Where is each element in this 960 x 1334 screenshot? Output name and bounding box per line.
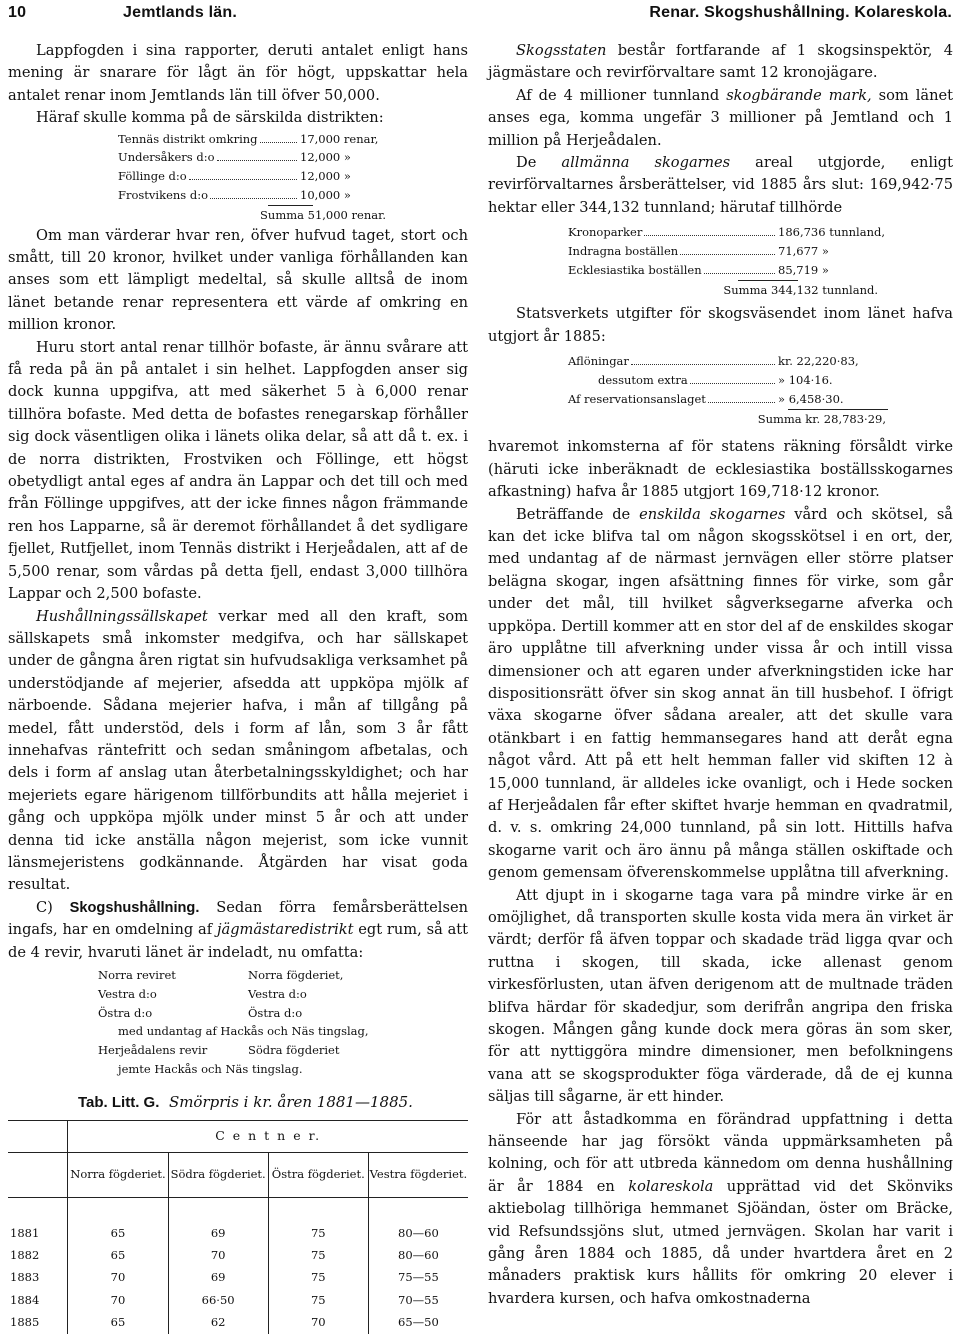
- utgifter-row: Aflöningar kr. 22,220·83,: [568, 354, 859, 369]
- utgifter-table: [568, 352, 888, 428]
- utgifter-sum: Summa kr. 28,783·29,: [757, 411, 886, 426]
- paragraph: hvaremot inkomsterna af för statens räkning försåldt virke (häruti icke inberäknadt de ecklesiastika boställsskogarnes afkastning) hafva år 1885 utgjort 169,718·12 kronor.: [488, 438, 953, 501]
- section-paragraph: C) Skogshushållning. Sedan förra femårsberättelsen ingafs, har en omdelning af jägmästaredistrikt egt rum, så att de 4 revir, hvaruti länet är indeladt, nu omfatta:: [8, 898, 469, 961]
- paragraph: De allmänna skogarnes areal utgjorde, enligt revirförvaltarnes årsberättelser, vid 1885 års slut: 169,942·75 hektar eller 344,132 tunnland; härutaf tillhörde: [488, 154, 953, 216]
- kronoparker-row: Kronoparker 186,736 tunnland,: [568, 225, 886, 240]
- paragraph: Beträffande de enskilda skogarnes vård och skötsel, så kan det icke blifva tal om någon skogsskötsel i en ort, der, med undantag af de närmast jernvägen eller större platser belägna skogar, ingen afsättning finnes för virke, som går under det mål, till hvilket sågverksegarne afverka och uppköpa. Dertill kommer att en stor del af de enskildes skogar äro upplåtne till afverkning under vissa år och intill vissa dimensioner och att egaren under afverkningstiden icke har dispositionsrätt öfver sin skog annat än till husbehof. I öfrigt växa skogarne öfver sådana arealer, att det skulle vara otänkbart i en fattig hemmansegares hand att deråt egna något vård. Att på ett helt hemman faller vid skiften 12 à 15,000 tunnland, är alldeles icke ovanligt, och i Hede socken af Herjeådalen får efter skiftet hvarje hemman en qvadratmil, d. v. s. omkring 24,000 tunnland, på sin lott. Hittills hafva skogarne varit och äro ännu på många ställen oskiftade och genom gemensam öfverenskommelse upplåtna till afverkning.: [488, 505, 954, 882]
- renar-row: Föllinge d:o 12,000 »: [118, 169, 351, 184]
- kronoparker-sum: Summa 344,132 tunnland.: [723, 282, 878, 297]
- page-number: 10: [8, 4, 27, 21]
- table-col-header: Norra fögderiet.: [68, 1152, 168, 1197]
- table-row: 1882 65 70 75 80—60: [8, 1244, 468, 1266]
- paragraph: Huru stort antal renar tillhör bofaste, är ännu svårare att få reda på än på antalet i sin helhet. Lappfogden anser sig dock kunna uppgifva, att med säkerhet 5 à 6,000 renar tillhöra bofaste. Med detta de bofastes renegarskap förhåller sig dock väsentligen olika i länets olika delar, så att då t. ex. i de norra distrikten, Frostviken och Föllinge, ett högst obetydligt antal eges af andra än Lappar och det till och med från Föllinge uppgifves, att der icke finnes någon främmande ren hos Lapparne, så är deremot förhållandet å det sydligare fjellet, Rutfjellet, inom Tennäs distrikt i Herjeådalen, att af de 5,500 renar, som vårdas på detta fjell, endast 3,000 tillhöra Lappar och 2,500 bofaste.: [8, 338, 468, 603]
- table-row: 1881 65 69 75 80—60: [8, 1222, 468, 1244]
- running-head-left: Jemtlands län.: [123, 4, 237, 21]
- utgifter-row: Af reservationsanslaget » 6,458·30.: [568, 391, 844, 406]
- table-unit-header: C e n t n e r.: [68, 1121, 468, 1152]
- paragraph: Hushållningssällskapet verkar med all den kraft, som sällskapets små inkomster medgifva, och har sällskapet under de gångna åren rigtat sin hufvudsakliga verksamhet på understödjande af mejerier, afsedda att uppköpa mjölk af närboende. Sådana mejerier hafva, i mån af tillgång på medel, fått understöd, dels i form af lån, som 3 år fått innehafvas räntefritt och sedan småningom afbetalas, och dels i form af anslag utan återbetalningsskyldighet; och har mejeriets egare härigenom tillförbundits att hålla mejeriet i gång och uppköpa mjölk under minst 5 år och att under denna tid icke anställa någon mejerist, som icke vunnit länsmejeristens godkännande. Åtgärden har visat goda resultat.: [8, 607, 468, 894]
- paragraph: Af de 4 millioner tunnland skogbärande mark, som länet anses ega, komma ungefär 3 millioner på Jemtland och 1 million på Herjeådalen.: [488, 86, 953, 149]
- table-row: 1885 65 62 70 65—50: [8, 1311, 468, 1333]
- revir-list: Norra reviret Norra fögderiet, Vestra d:o Vestra d:o Östra d:o Östra d:o med undantag af Hackås och Näs tingslag, Herjeådalens revir Södra fögderiet jemte Hackås och Näs tingslag.: [98, 968, 369, 1076]
- paragraph: Häraf skulle komma på de särskilda distrikten:: [36, 109, 384, 127]
- table-col-header: Vestra fögderiet.: [368, 1152, 468, 1197]
- renar-row: Tennäs distrikt omkring 17,000 renar,: [118, 131, 379, 146]
- paragraph: Lappfogden i sina rapporter, deruti antalet enligt hans mening är snarare för lågt än för högt, uppskattar hela antalet renar inom Jemtlands län till öfver 50,000.: [8, 42, 468, 104]
- running-head-right: Renar. Skogshushållning. Kolareskola.: [649, 4, 952, 21]
- butter-price-table: [8, 1120, 468, 1333]
- renar-sum: Summa 51,000 renar.: [260, 207, 386, 222]
- kronoparker-row: Ecklesiastika boställen 85,719 »: [568, 262, 829, 277]
- table-row: 1883 70 69 75 75—55: [8, 1266, 468, 1288]
- left-column: [8, 40, 468, 1334]
- table-title: Tab. Litt. G. Smörpris i kr. åren 1881—1885.: [78, 1092, 413, 1111]
- utgifter-row: dessutom extra » 104·16.: [598, 373, 833, 388]
- renar-row: Frostvikens d:o 10,000 »: [118, 188, 351, 203]
- table-col-header: Östra fögderiet.: [268, 1152, 368, 1197]
- table-col-header: Södra fögderiet.: [168, 1152, 268, 1197]
- kronoparker-row: Indragna boställen 71,677 »: [568, 244, 829, 259]
- paragraph: Att djupt in i skogarne taga vara på mindre virke är en omöjlighet, då transporten skulle kosta vida mera än virket är värdt; derför få äfven toppar och skadade träd ligga qvar och ruttna i skogen, till skada, icke allenast genom virkesförlusten, utan äfven derigenom att de multnade träden blifva härdar för skadedjur, som derifrån angripa den friska skogen. Mången gång kunde dock mera göras än som sker, för att nyttiggöra mindre dimensioner, men befolkningens vana att se skogsprodukter föga värderade, då de ej kunna säljas till sågarne, är ett hinder.: [488, 886, 953, 1106]
- paragraph: För att åstadkomma en förändrad uppfattning i detta hänseende har jag försökt vända uppmärksamheten på kolning, och för att utbreda kännedom om denna hushållning är år 1884 en kolareskola upprättad vid det Skönviks aktiebolag tillhöriga hemmanet Sjöändan, öster om Bräcke, vid Refsundssjöns slut, utmed jernvägen. Skolan har varit i gång åren 1884 och 1885, då under hvartdera året en 2 månaders praktisk kurs hållits för omkring 20 elever i hvardera kursen, och hafva omkostnaderna: [488, 1110, 953, 1307]
- renar-table: [118, 130, 388, 225]
- paragraph: Om man värderar hvar ren, öfver hufvud taget, stort och smått, till 20 kronor, hvilket under vanliga förhållanden kan anses som ett lämpligt medeltal, så skulle alltså de inom länet betande renar representera ett värde af omkring en million kronor.: [8, 226, 468, 334]
- kronoparker-table: [568, 223, 888, 299]
- renar-row: Undersåkers d:o 12,000 »: [118, 150, 351, 165]
- paragraph: Statsverkets utgifter för skogsväsendet inom länet hafva utgjort år 1885:: [488, 305, 953, 345]
- right-column: [488, 40, 953, 1310]
- paragraph: Skogsstaten består fortfarande af 1 skogsinspektör, 4 jägmästare och revirförvaltare samt 12 kronojägare.: [488, 42, 953, 82]
- table-row: 1884 70 66·50 75 70—55: [8, 1289, 468, 1311]
